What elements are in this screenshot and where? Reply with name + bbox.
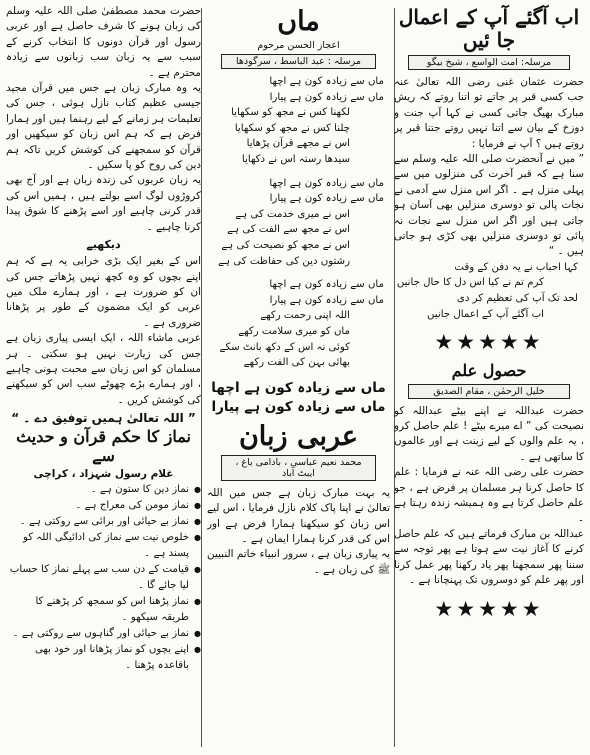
verse-line: رشتوں دین کی حفاظت کی ہے [218,255,350,267]
poem-byline: مرسلہ : عبد الباسط ، سرگودھا [221,54,376,69]
namaz-list [6,482,201,674]
article-title-amal: اب آگئے آپ کے اعمال جا ئیں [398,5,580,52]
article-paragraph: اس کے بغیر ایک بڑی خرابی یہ ہے کہ ہم اپنے بچوں کو وہ کچھ نہیں پڑھاتے جس کی ان کو ضرورت ہے ، اور ہمارے ملک میں عربی کو ایک مضمون کے طور پر پڑھانا ضروری ہے ۔ [6,255,201,329]
poem-stanza-3 [207,277,390,371]
article-byline-amal: مرسلہ: امت الواسع ، شیخ بیگو [408,55,570,70]
verse-line: لحد تک آپ کی تعظیم کر دی [456,293,578,305]
left-column [6,4,201,751]
poem-refrain [207,379,390,417]
list-item: ● نماز بے حیائی اور گناہوں سے روکتی ہے ۔ [6,626,201,642]
list-item: ● نماز مومن کی معراج ہے ۔ [6,498,201,514]
verse-line: ماں سے زیادہ کون ہے اچھا [269,279,384,291]
article-paragraph: حضرت علی رضی اللہ عنہ نے فرمایا : علم کا حاصل کرنا ہر مسلمان پر فرض ہے ، جو علم حاصل کرتا ہے وہ ہمیشہ زندہ رہتا ہے ۔ [394,466,584,525]
article-paragraph: عبداللہ بن مبارک فرماتے ہیں کہ علم حاصل کرنے کا آغاز نیت سے ہوتا ہے پھر توجہ سے سننا پھر سمجھنا پھر یاد رکھنا پھر عمل کرنا اور پھر علم کو دوسروں تک پہنچانا ہے ۔ [394,527,584,587]
verse-line: اس نے میری خدمت کی ہے [235,208,350,220]
middle-column [207,4,390,751]
verse-line: کرم تم نے کیا اس دل کا حال جانیں [396,277,544,289]
verse-line: بھائی بہن کی الفت رکھے [243,357,350,369]
list-item: ● قیامت کے دن سب سے پہلے نماز کا حساب لیا جائے گا ۔ [6,562,201,594]
verse-line: چلنا کس نے مجھ کو سکھایا [234,122,350,134]
verse-line: ماں کو میری سلامت رکھے [238,325,350,337]
article-title-namaz: نماز کا حکم قرآن و حدیث سے [16,427,191,465]
verse-line: اللہ اپنی رحمت رکھے [260,310,350,322]
verse-line: سیدھا رستہ اس نے دکھایا [241,154,350,166]
poem-author: اعجاز الحسن مرحوم [257,40,340,52]
list-item: ● نماز پڑھنا اس کو سمجھ کر پڑھنے کا طریقہ سیکھو ۔ [6,594,201,626]
verse-line: ماں سے زیادہ کون ہے پیارا [269,91,384,103]
verse-line: اس نے مجھ سے الفت کی ہے [227,224,350,236]
verse-line: کہا احباب نے یہ دفن کے وقت [454,261,578,273]
verse-line: اس نے مجھ کو نصیحت کی ہے [221,239,350,251]
article-paragraph: یہ پیاری زبان ہے ، سرور انبیاء خاتم النبیین ﷺ کی زبان ہے ۔ [207,548,390,576]
verse-line: ماں سے زیادہ کون ہے پیارا [269,294,384,306]
star-separator: ★★★★★ [434,330,544,355]
verse-line: ماں سے زیادہ کون ہے اچھا [269,76,384,88]
verse-line: ماں سے زیادہ کون ہے پیارا [269,193,384,205]
verse-block [394,260,584,322]
article-paragraph: حضرت عبداللہ نے اپنے بیٹے عبداللہ کو نصیحت کی ” اے میرے بیٹے ! علم حاصل کرو ، یہ علم والوں کے لیے زینت ہے اور عالموں کا ساتھی ہے ۔ [394,404,584,463]
poem-stanza-2 [207,176,390,270]
article-byline-arabic: محمد نعیم عباسی ، بادامی باغ ، ایبٹ آباد [221,455,376,481]
right-column [394,4,584,751]
article-title-arabic: عربی زبان [238,420,359,452]
verse-line: اس نے مجھے قرآن پڑھایا [246,138,350,150]
verse-line: لکھنا کس نے مجھ کو سکھایا [231,107,350,119]
list-item: ● خلوص نیت سے نماز کی ادائیگی اللہ کو پسند ہے ۔ [6,530,201,562]
article-paragraph: عربی ماشاء اللہ ، ایک ایسی پیاری زبان ہے جس کی زیارت نہیں ہو سکتی ۔ ہر مسلمان کو اس زبان سے محبت ہونی چاہیے ، اور ہمارے بڑے چھوٹے سب اس کو سیکھنے کی کوشش کریں ۔ [6,332,201,406]
verse-line: ماں سے زیادہ کون ہے اچھا [269,177,384,189]
article-byline-namaz: غلام رسول شہزاد ، کراچی [33,467,174,480]
article-paragraph: یہ بہت مبارک زبان ہے جس میں اللہ تعالیٰ نے اپنا پاک کلام نازل فرمایا ، اس لیے اس زبان کو سیکھنا ہمارا فرض ہے اور اس کی قدر کرنا ہمارا ایمان ہے ۔ [207,486,390,545]
list-item: ● نماز دین کا ستون ہے ۔ [6,482,201,498]
closing-quote: ” اللہ تعالیٰ ہمیں توفیق دے ۔ “ [11,411,196,426]
article-paragraph: ” میں نے آنحضرت صلی اللہ علیہ وسلم سے سنا ہے کہ قبر آخرت کی منزلوں میں سے پہلی منزل ہے ۔ اگر اس منزل سے آدمی نے نجات پالی تو دوسری منزلیں بھی آسان ہو جاتی ہیں اور اگر اس منزل سے نجات نہ پائی تو دوسری منزلیں بھی کڑی ہو جاتی ہیں ۔ “ [394,153,584,258]
article-paragraph: یہ زبان عربوں کی زندہ زبان ہے اور آج بھی کروڑوں لوگ اسے بولتے ہیں ، ہمیں اس کی قدر کرنی چاہیے اور اسے پڑھنے کا شوق پیدا کرنا چاہیے ۔ [6,174,201,233]
article-paragraph: حضرت محمد مصطفیٰ صلی اللہ علیہ وسلم کی زبان ہونے کا شرف حاصل ہے اور عربی رسول اور قرآن دونوں کا انتخاب کرنے کے سبب سے یہ زبان سب زبانوں سے زیادہ محترم ہے ۔ [6,5,201,79]
column-divider-2 [201,8,202,747]
verse-line: کوئی نہ اس کے دکھ بانٹ سکے [219,341,350,353]
list-item: ● نماز بے حیائی اور برائی سے روکتی ہے ۔ [6,514,201,530]
article-paragraph: حضرت عثمان غنی رضی اللہ تعالیٰ عنہ جب کسی قبر پر جاتے تو اتنا روتے کہ ریش مبارک بھیگ جاتی کسی نے کہا آپ جنت و دوزخ کے بیان سے اتنا نہیں روتے جتنا قبر پر روتے ہیں ؟ آپ نے فرمایا : [394,76,584,150]
list-item: ● اپنے بچوں کو نماز پڑھانا اور خود بھی باقاعدہ پڑھنا ۔ [6,642,201,674]
refrain-line: ماں سے زیادہ کون ہے پیارا [211,398,386,415]
poem-title-maan: ماں [277,6,320,37]
star-separator: ★★★★★ [434,596,544,621]
inline-heading: دیکھیے [86,238,121,252]
article-byline-ilm: خلیل الرحمٰن ، مقام الصدیق [408,384,570,399]
poem-stanza-1 [207,74,390,168]
refrain-line: ماں سے زیادہ کون ہے اچھا [211,379,386,396]
verse-line: اب آگئے آپ کے اعمال جانیں [427,308,544,320]
article-title-ilm: حصول علم [451,361,527,381]
article-paragraph: یہ وہ مبارک زبان ہے جس میں قرآن مجید جیسی عظیم کتاب نازل ہوئی ، جس کی تعلیمات ہر زمانے کے لیے رہنما ہیں اور ہمارا فرض ہے کہ ہم اس زبان کو سیکھیں اور قرآن کو سمجھنے کی کوشش کریں تاکہ ہم دین کی روح کو پا سکیں ۔ [6,82,201,172]
